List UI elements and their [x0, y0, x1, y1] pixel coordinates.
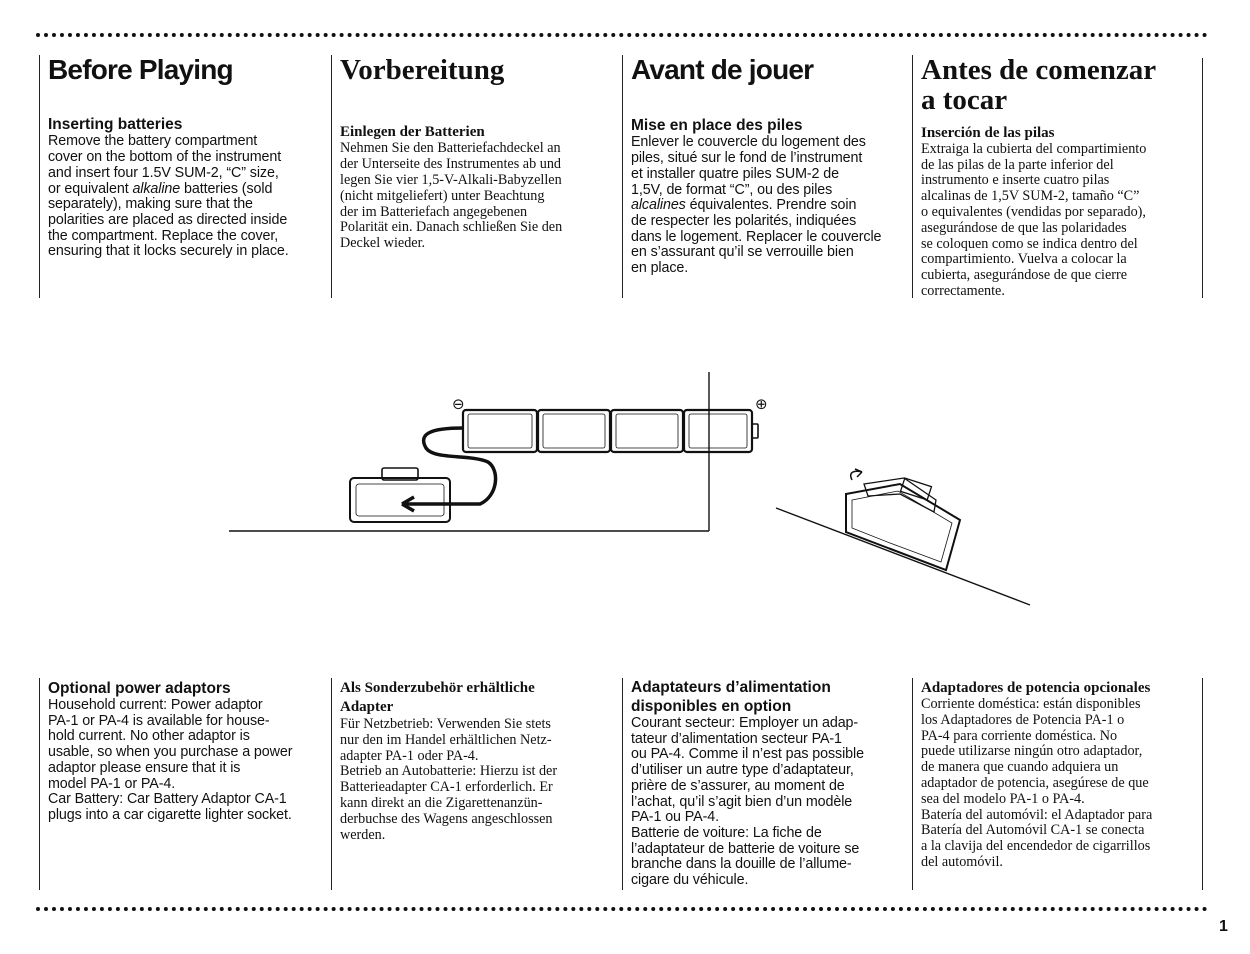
heading-adaptateurs-alimentation: Adaptateurs d’alimentation disponibles en option — [631, 679, 831, 715]
emphasis-alkaline: alkaline — [132, 180, 181, 197]
page-number: 1 — [1219, 918, 1228, 935]
body-adaptateurs-alimentation: Courant secteur: Employer un adap- tateur d’alimentation secteur PA-1 ou PA-4. Comme il n’est pas possible d’utiliser un autre type d’adaptateur, prière de s’assurer, au moment de l’achat, qu’il s’agit bien d’un modèle PA-1 ou PA-4. Batterie de voiture: La fiche de l’adaptateur de batterie de voiture se branche dans la douille de l’allume- cigare du véhicule. — [631, 715, 864, 889]
positive-polarity-symbol: ⊕ — [755, 395, 768, 413]
battery-4 — [684, 410, 758, 452]
body-mise-en-place-des-piles: Enlever le couvercle du logement des piles, situé sur le fond de l’instrument et installer quatre piles SUM-2 de 1,5V, de format “C”, ou des piles alcalines équivalentes. Prendre soin de respecter les polarités, indiquées dans le logement. Replacer le couvercle en s’assurant qu’il se verrouille bien en place. — [631, 134, 882, 277]
heading-inserting-batteries: Inserting batteries — [48, 116, 183, 134]
page-title-french: Avant de jouer — [631, 54, 814, 85]
heading-adaptadores-de-potencia: Adaptadores de potencia opcionales — [921, 680, 1151, 696]
heading-optional-power-adaptors: Optional power adaptors — [48, 680, 231, 697]
body-sonderzubehoer-adapter: Für Netzbetrieb: Verwenden Sie stets nur den im Handel erhältlichen Netz- adapter PA-1 oder PA-4. Betrieb an Autobatterie: Hierzu ist der Batterieadapter CA-1 erforderlich. Er kann direkt an die Zigarettenanzün- derbuchse des Wagens angeschlossen werden. — [340, 716, 558, 843]
section-english-adaptors — [39, 678, 331, 890]
page-title-german: Vorbereitung — [340, 54, 505, 86]
negative-polarity-symbol: ⊖ — [452, 395, 465, 413]
right-column-rule-bottom — [1202, 678, 1203, 890]
battery-3 — [611, 410, 683, 452]
body-insercion-de-las-pilas: Extraiga la cubierta del compartimiento de las pilas de la parte inferior del instrumento e inserte cuatro pilas alcalinas de 1,5V SUM-2, tamaño “C” o equivalentes (vendidas por separado), asegurándose de que las polaridades se coloquen como se indica dentro del compartimiento. Vuelva a colocar la cubierta, asegurándose de que cierre correctamente. — [921, 140, 1147, 300]
section-french-adaptors — [622, 678, 912, 890]
slanted-cover-drawing — [846, 469, 960, 570]
heading-einlegen-der-batterien: Einlegen der Batterien — [340, 124, 485, 141]
battery-cover-drawing — [350, 468, 450, 522]
section-spanish-adaptors — [912, 678, 1204, 890]
body-einlegen-der-batterien: Nehmen Sie den Batteriefachdeckel an der Unterseite des Instrumentes ab und legen Sie vier 1,5-V-Alkali-Babyzellen (nicht mitgeliefert) unter Beachtung der im Batteriefach angegebenen Polarität ein. Danach schließen Sie den Deckel wieder. — [340, 140, 563, 252]
section-german-adaptors — [331, 678, 621, 890]
emphasis-alcalines: alcalines — [631, 197, 686, 214]
slanted-base-line — [776, 508, 1030, 605]
body-inserting-batteries: Remove the battery compartment cover on the bottom of the instrument and insert four 1.5V SUM-2, “C” size, or equivalent alkaline batteries (sold separately), making sure that the polarities are placed as directed inside the compartment. Replace the cover, ensuring that it locks securely in place. — [48, 133, 289, 260]
body-optional-power-adaptors: Household current: Power adaptor PA-1 or PA-4 is available for house- hold current. No other adaptor is usable, so when you purchase a power adaptor please ensure that it is model PA-1 or PA-4. Car Battery: Car Battery Adaptor CA-1 plugs into a car cigarette lighter socket. — [48, 697, 293, 823]
page-title-english: Before Playing — [48, 54, 233, 85]
heading-sonderzubehoer-adapter: Als Sonderzubehör erhältliche Adapter — [340, 680, 535, 715]
removal-arrow-curve — [402, 428, 496, 504]
body-adaptadores-de-potencia: Corriente doméstica: están disponibles los Adaptadores de Potencia PA-1 o PA-4 para corriente doméstica. No puede utilizarse ningún otro adaptador, de manera que cuando adquiera un adaptador de potencia, asegúrese de que sea del modelo PA-1 o PA-4. Batería del automóvil: el Adaptador para Batería del Automóvil CA-1 se conecta a la clavija del encendedor de cigarrillos del automóvil. — [921, 696, 1153, 870]
battery-2 — [538, 410, 610, 452]
heading-mise-en-place-des-piles: Mise en place des piles — [631, 117, 803, 135]
battery-1 — [463, 410, 537, 452]
page-title-spanish: Antes de comenzar a tocar — [921, 54, 1157, 117]
heading-insercion-de-las-pilas: Inserción de las pilas — [921, 124, 1055, 141]
